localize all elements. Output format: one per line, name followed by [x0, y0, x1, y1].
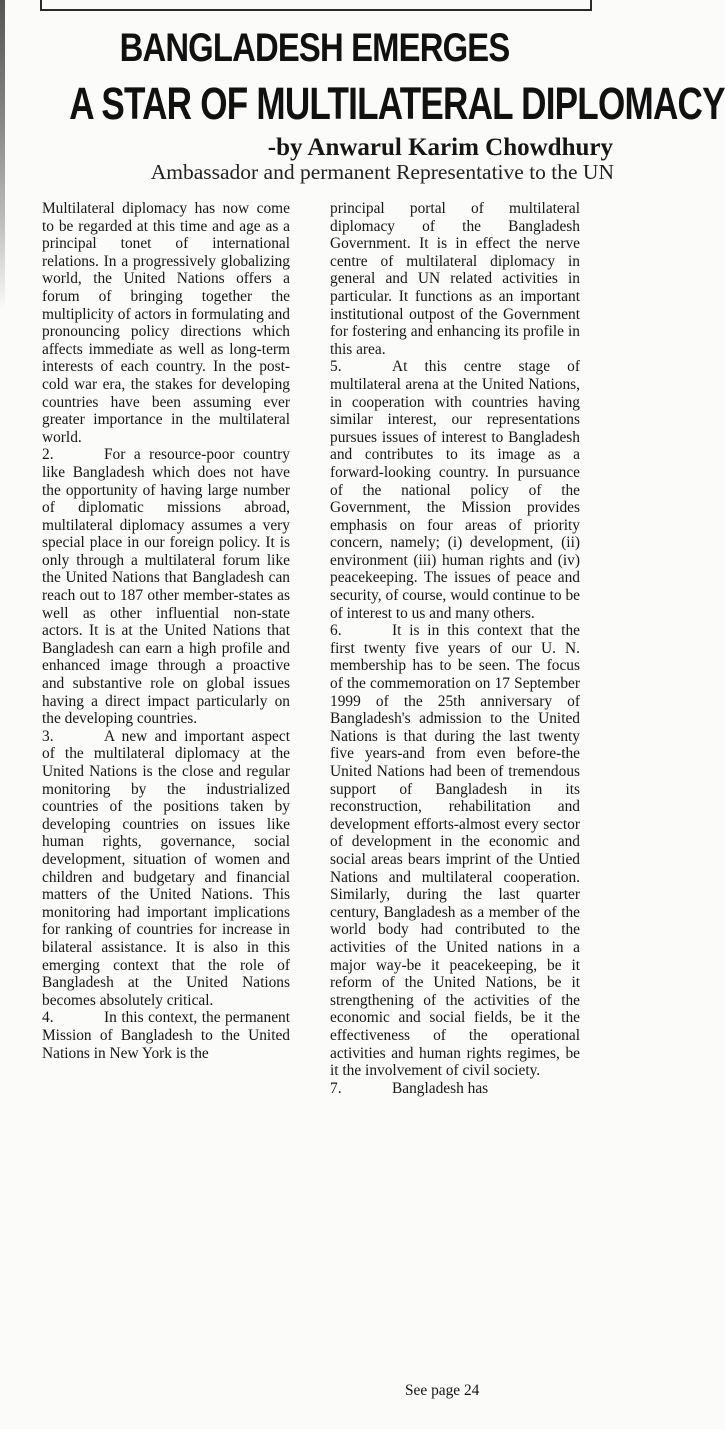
- headline-line-1: BANGLADESH EMERGES: [119, 26, 510, 70]
- paragraph-2: [42, 446, 290, 728]
- author-position: Ambassador and permanent Representative to the UN: [150, 160, 614, 184]
- paragraph-1: [42, 200, 290, 446]
- paragraph-number: 5.: [330, 358, 342, 376]
- paragraph-number: 7.: [330, 1079, 342, 1097]
- paragraph-6: [330, 622, 580, 1079]
- left-column: [42, 200, 290, 1062]
- paragraph-text: A new and important aspect of the multilateral diplomacy at the United Nations is the close and regular monitoring by the industrialized countries of the positions taken by developing countries on issues like human rights, governance, social development, situation of women and children and budgetary and financial matters of the United Nations. This monitoring had important implications for ranking of countries for increase in bilateral assistance. It is also in this emerging context that the role of Bangladesh at the United Nations becomes absolutely critical.: [42, 727, 290, 1009]
- paragraph-number: 2.: [42, 446, 54, 464]
- paragraph-text: At this centre stage of multilateral arena at the United Nations, in cooperation with countries having similar interest, our representations pursues issues of interest to Bangladesh and contributes to its image as a forward-looking country. In pursuance of the national policy of the Government, the Mission provides emphasis on four areas of priority concern, namely; (i) development, (ii) environment (iii) human rights and (iv) peacekeeping. The issues of peace and security, of course, would continue to be of interest to us and many others.: [330, 358, 580, 622]
- paragraph-7: [330, 1080, 580, 1098]
- paragraph-5: [330, 358, 580, 622]
- headline-line-2: A STAR OF MULTILATERAL DIPLOMACY: [69, 78, 725, 129]
- paragraph-number: 3.: [42, 727, 54, 745]
- paragraph-text: principal portal of multilateral diplomacy of the Bangladesh Government. It is in effect the nerve centre of multilateral diplomacy in general and UN related activities in particular. It functions as an important institutional outpost of the Government for fostering and enhancing its profile in this area.: [330, 200, 580, 358]
- continuation-note: See page 24: [405, 1382, 480, 1399]
- paragraph-text: Multilateral diplomacy has now come to be regarded at this time and age as a principal tonet of international relations. In a progressively globalizing world, the United Nations offers a forum of bringing together the multiplicity of actors in formulating and pronouncing policy directions which affects immediate as well as long-term interests of each country. In the post-cold war era, the stakes for developing countries have been assuming ever greater importance in the multilateral world.: [42, 200, 290, 446]
- paragraph-text: In this context, the permanent Mission of Bangladesh to the United Nations in New York is the: [42, 1009, 290, 1062]
- paragraph-4-continued: [330, 200, 580, 358]
- paragraph-text: Bangladesh has: [392, 1079, 489, 1097]
- top-frame: [40, 0, 592, 11]
- paragraph-text: For a resource-poor country like Bangladesh which does not have the opportunity of having large number of diplomatic missions abroad, multilateral diplomacy assumes a very special place in our foreign policy. It is only through a multilateral forum like the United Nations that Bangladesh can reach out to 187 other member-states as well as other influential non-state actors. It is at the United Nations that Bangladesh can earn a high profile and enhanced image through a proactive and substantive role on global issues having a direct impact particularly on the developing countries.: [42, 446, 290, 728]
- paragraph-4: [42, 1009, 290, 1062]
- right-column: [330, 200, 580, 1097]
- paragraph-3: [42, 728, 290, 1010]
- page-edge-shadow: [0, 0, 5, 310]
- paragraph-number: 6.: [330, 622, 342, 640]
- paragraph-number: 4.: [42, 1009, 54, 1027]
- byline: -by Anwarul Karim Chowdhury: [267, 134, 613, 161]
- paragraph-text: It is in this context that the first twenty five years of our U. N. membership has to be seen. The focus of the commemoration on 17 September 1999 of the 25th anniversary of Bangladesh's admission to the United Nations is that during the last twenty five years-and from even before-the United Nations had been of tremendous support of Bangladesh in its reconstruction, rehabilitation and development efforts-almost every sector of development in the economic and social areas bears imprint of the Untied Nations and multilateral cooperation. Similarly, during the last quarter century, Bangladesh as a member of the world body had contributed to the activities of the United nations in a major way-be it peacekeeping, be it reform of the United Nations, be it strengthening of the activities of the economic and social fields, be it the effectiveness of the operational activities and human rights regimes, be it the involvement of civil society.: [330, 622, 580, 1080]
